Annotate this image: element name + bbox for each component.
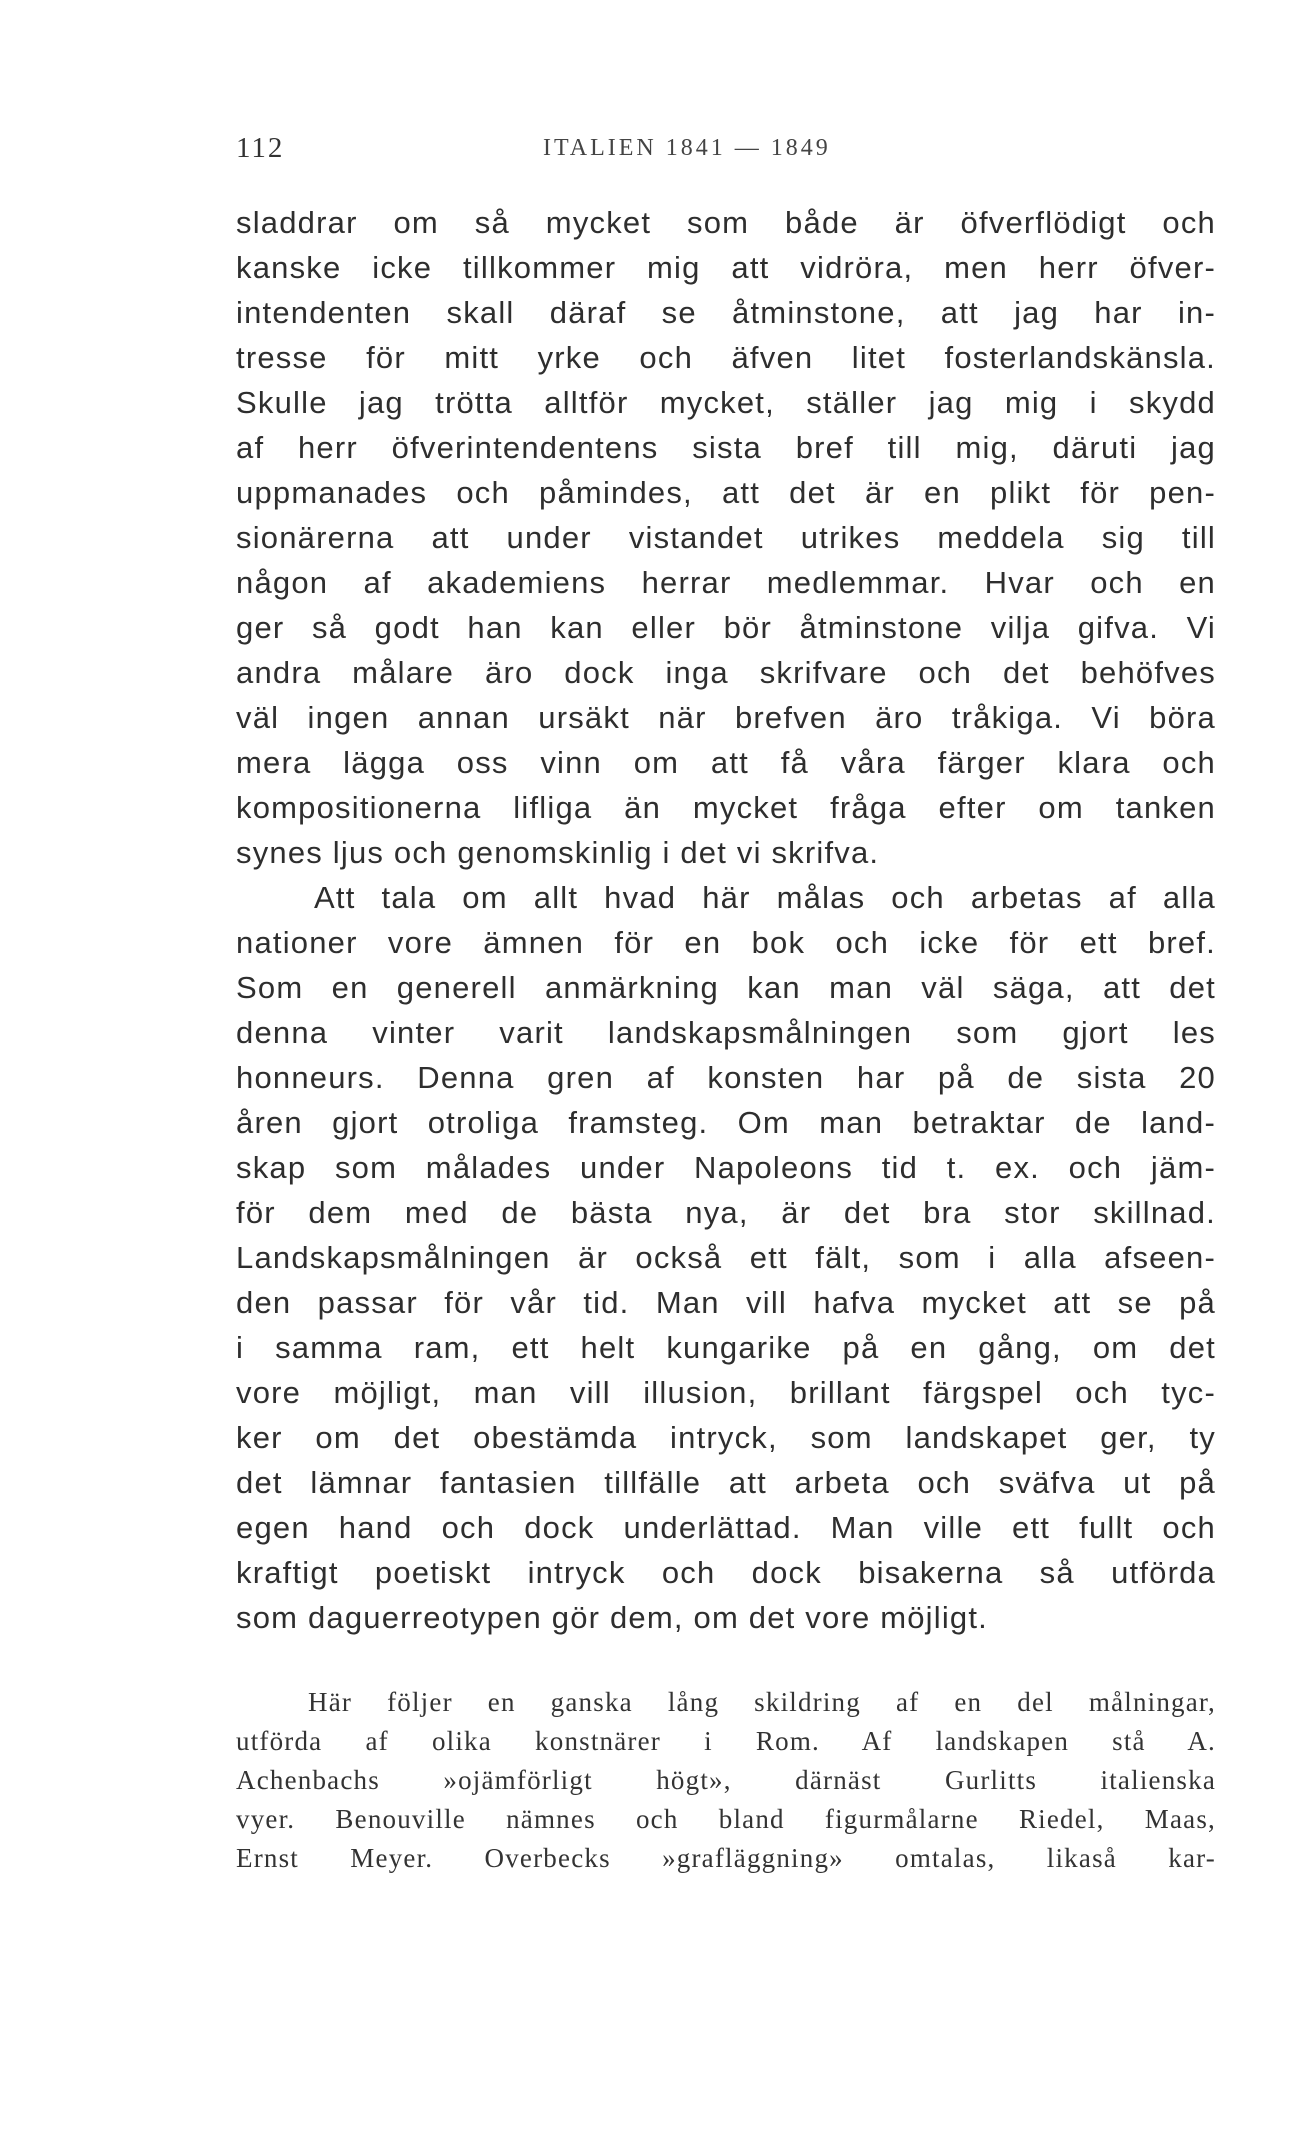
note-line: Här följer en ganska lång skildring af en del målningar,: [308, 1687, 1216, 1717]
text-line: ger så godt han kan eller bör åtminstone vilja gifva. Vi: [236, 610, 1216, 645]
text-line: i samma ram, ett helt kungarike på en gång, om det: [236, 1330, 1216, 1365]
text-line: kompositionerna lifliga än mycket fråga efter om tanken: [236, 790, 1216, 825]
paragraph-start-line: Att tala om allt hvad här målas och arbetas af alla: [314, 880, 1216, 915]
text-line: honneurs. Denna gren af konsten har på de sista 20: [236, 1060, 1216, 1095]
text-line: Landskapsmålningen är också ett fält, som i alla afseen-: [236, 1240, 1216, 1275]
text-line: det lämnar fantasien tillfälle att arbeta och sväfva ut på: [236, 1465, 1216, 1500]
text-line: vore möjligt, man vill illusion, brillant färgspel och tyc-: [236, 1375, 1216, 1410]
text-line: någon af akademiens herrar medlemmar. Hvar och en: [236, 565, 1216, 600]
note-line: Ernst Meyer. Overbecks »grafläggning» omtalas, likaså kar-: [236, 1843, 1216, 1873]
text-line: af herr öfverintendentens sista bref till mig, däruti jag: [236, 430, 1216, 465]
text-line: sionärerna att under vistandet utrikes meddela sig till: [236, 520, 1216, 555]
text-line: som daguerreotypen gör dem, om det vore möjligt.: [236, 1600, 988, 1635]
text-line: synes ljus och genomskinlig i det vi skrifva.: [236, 835, 880, 870]
note-line: utförda af olika konstnärer i Rom. Af landskapen stå A.: [236, 1726, 1216, 1756]
running-head: ITALIEN 1841 — 1849: [543, 135, 831, 161]
text-line: kraftigt poetiskt intryck och dock bisakerna så utförda: [236, 1555, 1216, 1590]
text-line: ker om det obestämda intryck, som landskapet ger, ty: [236, 1420, 1216, 1455]
text-line: nationer vore ämnen för en bok och icke för ett bref.: [236, 925, 1216, 960]
text-line: kanske icke tillkommer mig att vidröra, men herr öfver-: [236, 250, 1216, 285]
note-line: vyer. Benouville nämnes och bland figurmålarne Riedel, Maas,: [236, 1804, 1216, 1834]
text-line: för dem med de bästa nya, är det bra stor skillnad.: [236, 1195, 1216, 1230]
text-line: sladdrar om så mycket som både är öfverflödigt och: [236, 205, 1216, 240]
text-line: mera lägga oss vinn om att få våra färger klara och: [236, 745, 1216, 780]
text-line: Skulle jag trötta alltför mycket, ställer jag mig i skydd: [236, 385, 1216, 420]
text-line: egen hand och dock underlättad. Man ville ett fullt och: [236, 1510, 1216, 1545]
text-line: åren gjort otroliga framsteg. Om man betraktar de land-: [236, 1105, 1216, 1140]
text-line: tresse för mitt yrke och äfven litet fosterlandskänsla.: [236, 340, 1216, 375]
note-line: Achenbachs »ojämförligt högt», därnäst Gurlitts italienska: [236, 1765, 1216, 1795]
text-line: väl ingen annan ursäkt när brefven äro tråkiga. Vi böra: [236, 700, 1216, 735]
text-line: skap som målades under Napoleons tid t. ex. och jäm-: [236, 1150, 1216, 1185]
text-line: uppmanades och påmindes, att det är en plikt för pen-: [236, 475, 1216, 510]
body-text: [236, 200, 1216, 1640]
page-number: 112: [236, 132, 285, 164]
page-header: [236, 132, 1216, 172]
editorial-note: [236, 1683, 1216, 1878]
text-line: Som en generell anmärkning kan man väl säga, att det: [236, 970, 1216, 1005]
text-line: denna vinter varit landskapsmålningen som gjort les: [236, 1015, 1216, 1050]
text-line: intendenten skall däraf se åtminstone, att jag har in-: [236, 295, 1216, 330]
text-line: den passar för vår tid. Man vill hafva mycket att se på: [236, 1285, 1216, 1320]
text-line: andra målare äro dock inga skrifvare och det behöfves: [236, 655, 1216, 690]
